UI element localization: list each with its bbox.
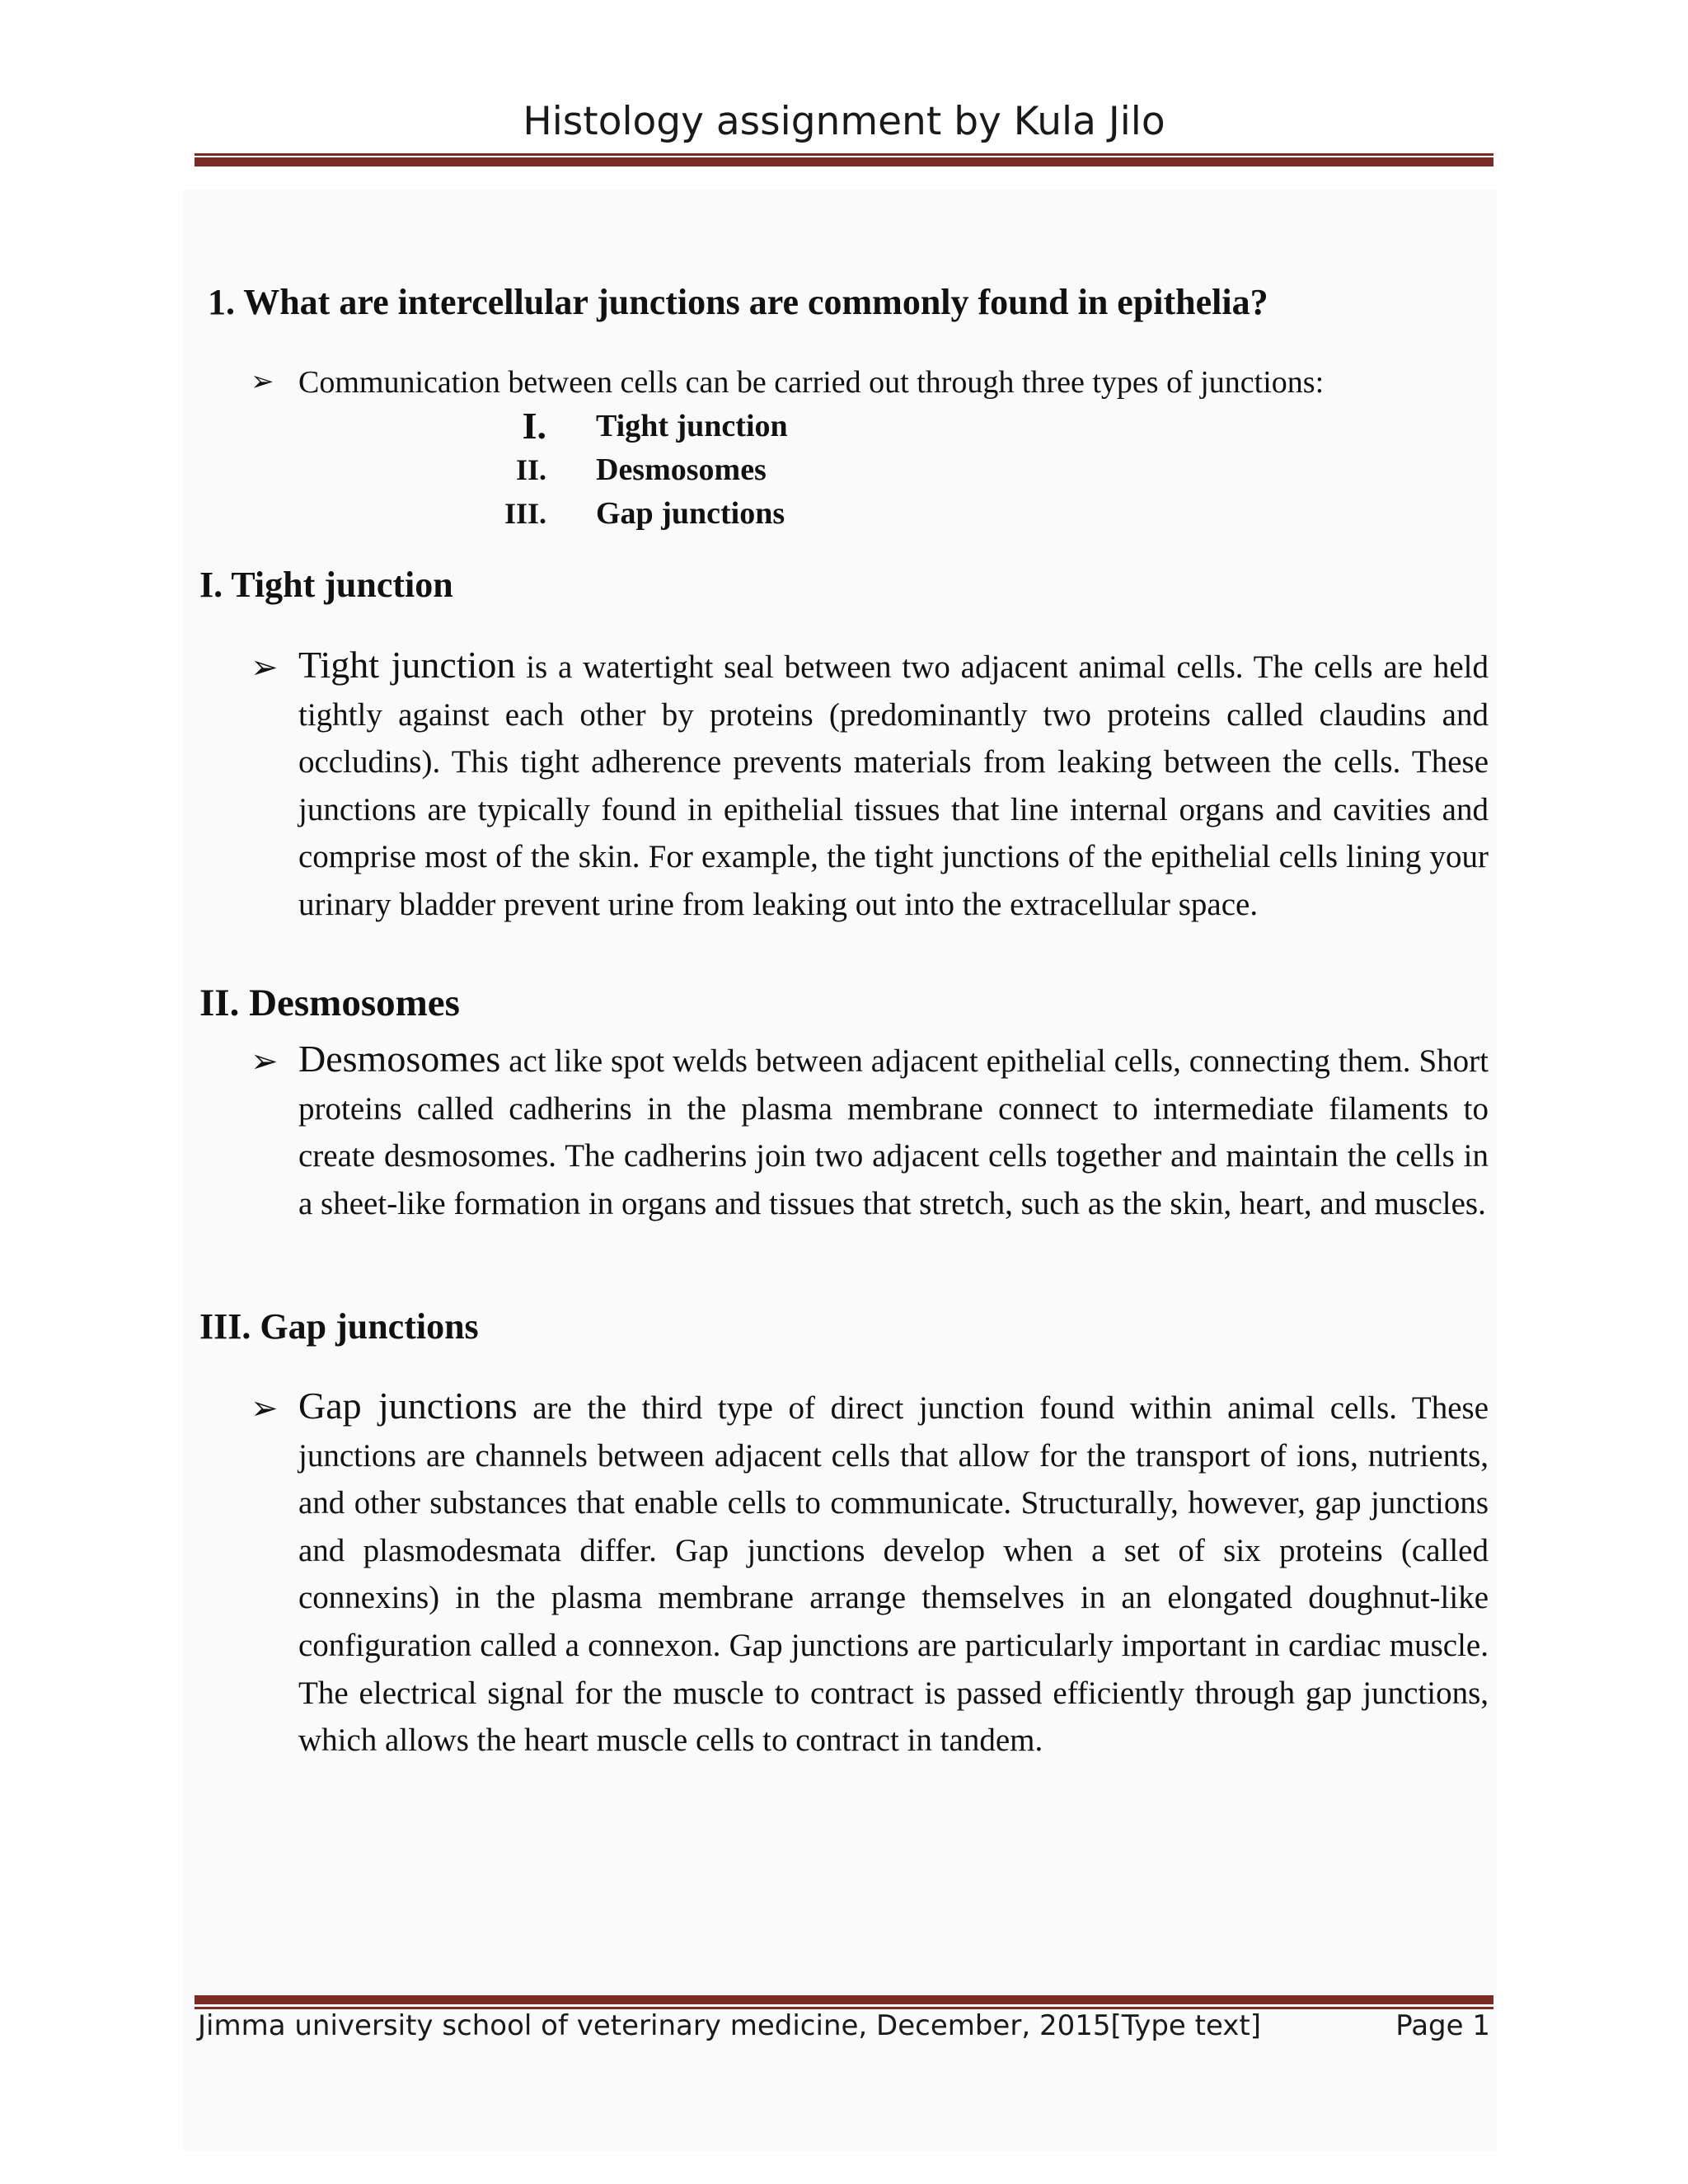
- section-body-desmosomes: [251, 1035, 1489, 1227]
- header-title: Histology assignment by Kula Jilo: [523, 99, 1165, 144]
- list-item-number: III.: [504, 497, 546, 530]
- arrow-bullet-icon: ➢: [251, 1390, 279, 1427]
- section-heading-desmosomes: II. Desmosomes: [199, 982, 460, 1024]
- paragraph-lead: Tight junction: [298, 644, 516, 686]
- list-item-number: I.: [522, 405, 546, 447]
- paragraph: [298, 641, 1489, 929]
- section-body-gap-junctions: [251, 1382, 1489, 1765]
- paragraph: [298, 1035, 1489, 1227]
- paragraph-lead: Gap junctions: [298, 1385, 518, 1427]
- paragraph-lead: Desmosomes: [298, 1038, 501, 1080]
- footer-rule-thick: [195, 1995, 1493, 2004]
- paragraph: [298, 1382, 1489, 1765]
- list-item-label: Tight junction: [596, 409, 788, 443]
- intro-text: Communication between cells can be carried out through three types of junctions:: [298, 365, 1325, 400]
- header-rule-thin: [195, 153, 1493, 156]
- arrow-bullet-icon: ➢: [251, 367, 274, 397]
- list-item-number: II.: [515, 453, 546, 486]
- section-heading-tight-junction: I. Tight junction: [199, 565, 453, 605]
- paragraph-body: are the third type of direct junction found within animal cells. These junctions are channels between adjacent cells that allow for the transport of ions, nutrients, and other substances that enable cells to communicate. Structurally, however, gap junctions and plasmodesmata differ. Gap junctions develop when a set of six proteins (called connexins) in the plasma membrane arrange themselves in an elongated doughnut-like configuration called a connexon. Gap junctions are particularly important in cardiac muscle. The electrical signal for the muscle to contract is passed efficiently through gap junctions, which allows the heart muscle cells to contract in tandem.: [298, 1390, 1489, 1759]
- section-body-tight-junction: [251, 641, 1489, 929]
- page-number: Page 1: [1395, 2009, 1490, 2042]
- footer-text: Jimma university school of veterinary medicine, December, 2015[Type text]: [198, 2009, 1262, 2042]
- list-item-label: Desmosomes: [596, 452, 767, 487]
- list-item-label: Gap junctions: [596, 496, 785, 531]
- section-heading-gap-junctions: III. Gap junctions: [199, 1306, 479, 1347]
- header-rule-thick: [195, 157, 1493, 166]
- question-heading: 1. What are intercellular junctions are commonly found in epithelia?: [208, 282, 1268, 322]
- arrow-bullet-icon: ➢: [251, 649, 279, 686]
- paragraph-body: act like spot welds between adjacent epithelial cells, connecting them. Short proteins called cadherins in the plasma membrane connect to intermediate filaments to create desmosomes. The cadherins join two adjacent cells together and maintain the cells in a sheet-like formation in organs and tissues that stretch, such as the skin, heart, and muscles.: [298, 1043, 1489, 1221]
- arrow-bullet-icon: ➢: [251, 1043, 279, 1080]
- paragraph-body: is a watertight seal between two adjacent animal cells. The cells are held tightly against each other by proteins (predominantly two proteins called claudins and occludins). This tight adherence prevents materials from leaking between the cells. These junctions are typically found in epithelial tissues that line internal organs and cavities and comprise most of the skin. For example, the tight junctions of the epithelial cells lining your urinary bladder prevent urine from leaking out into the extracellular space.: [298, 649, 1489, 922]
